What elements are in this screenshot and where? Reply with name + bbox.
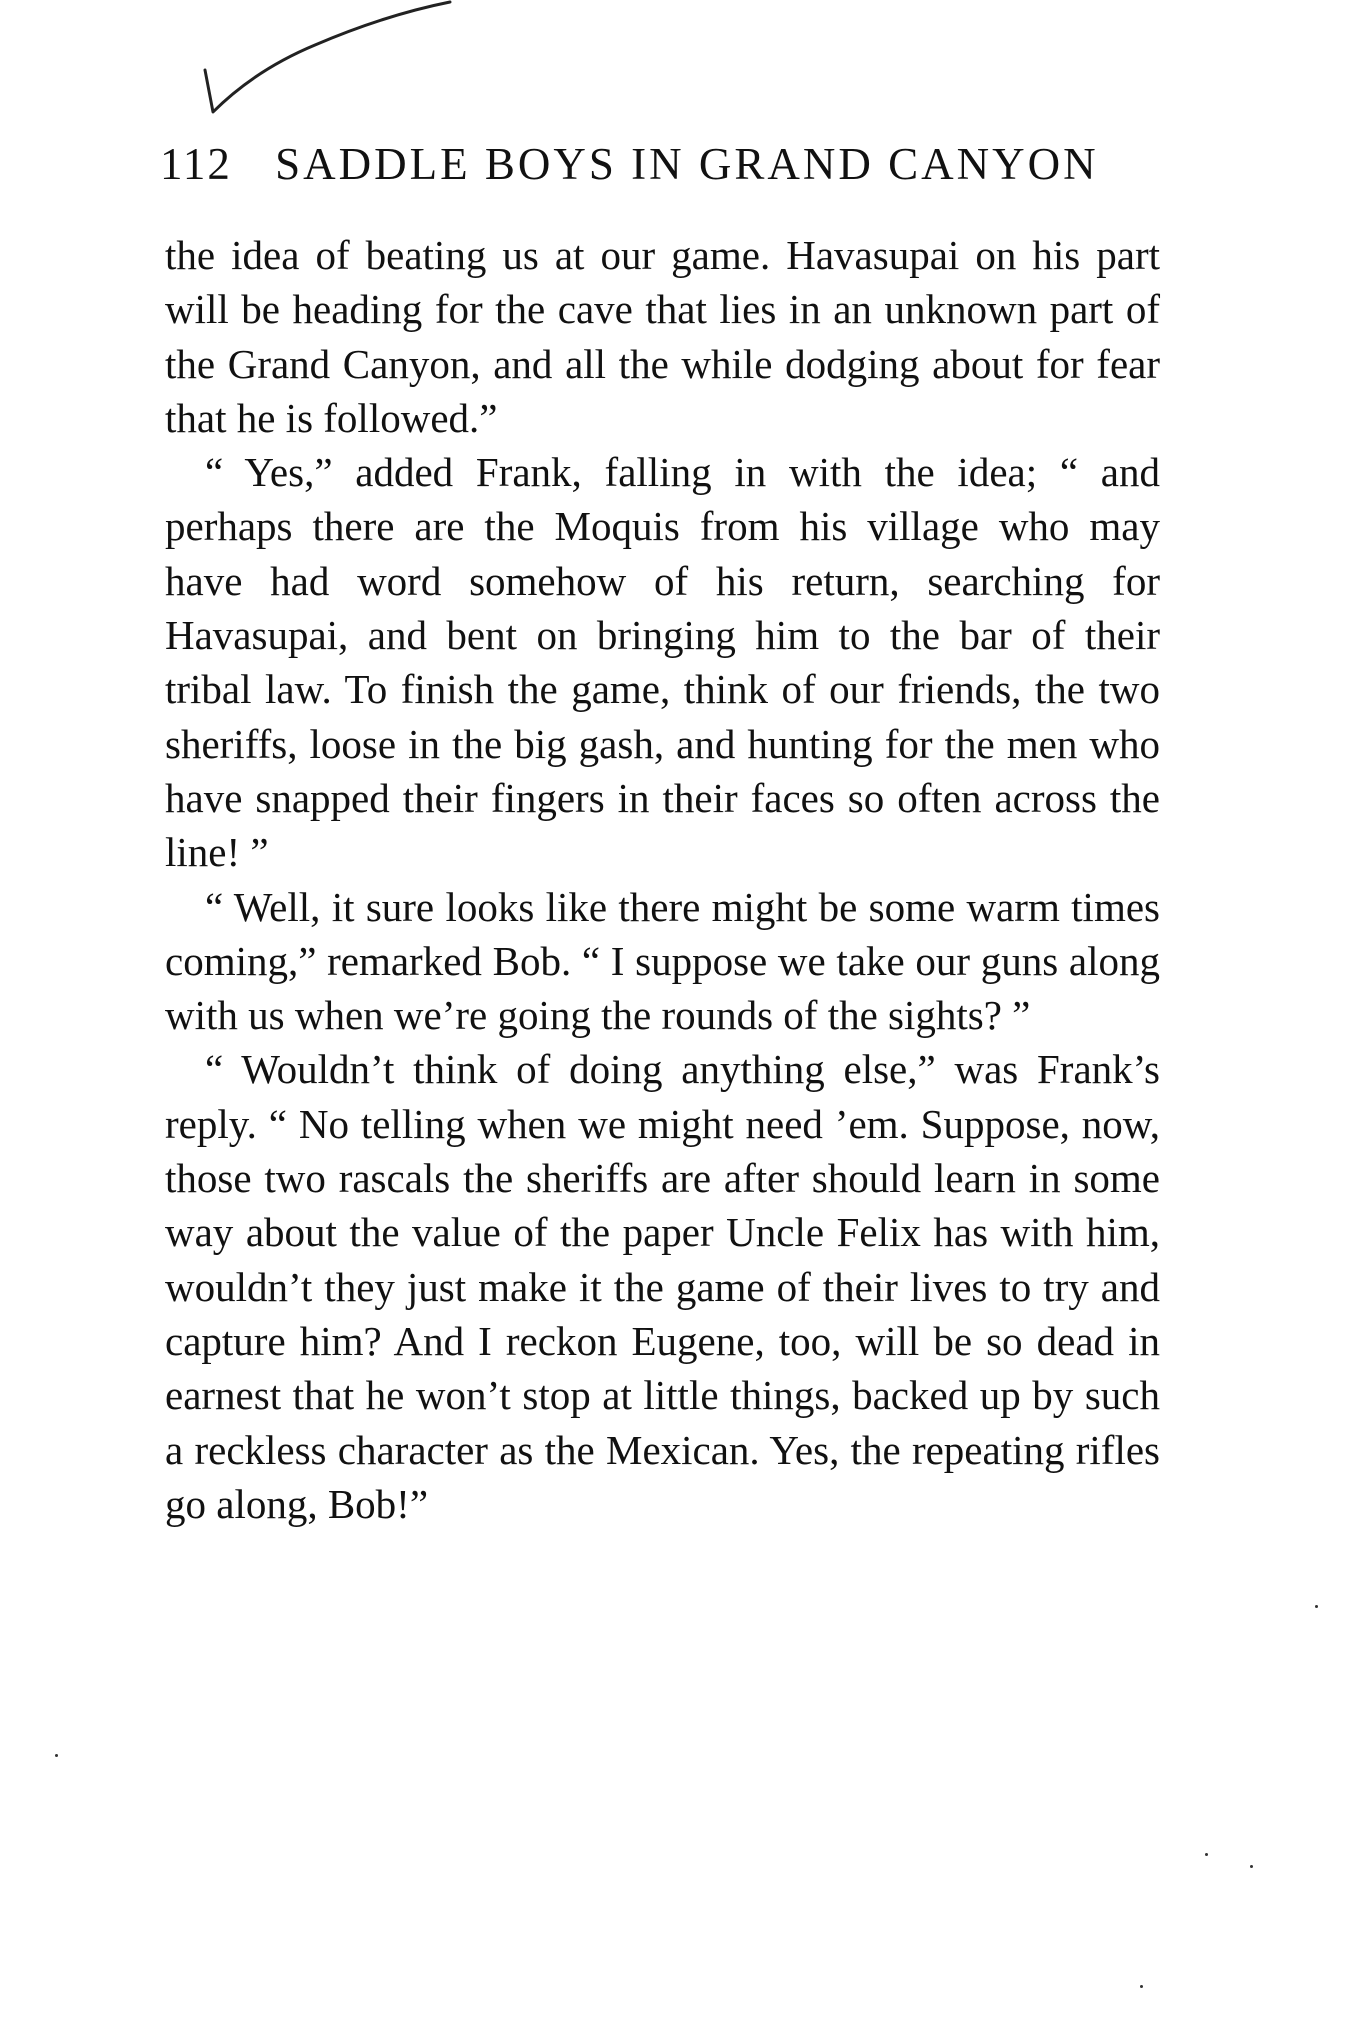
paragraph: “ Wouldn’t think of doing anything else,” was Frank’s reply. “ No telling when we might need ’em. Suppose, now, those two rascals the sheriffs are after should learn in some way about the value of the paper Uncle Felix has with him, wouldn’t they just make it the game of their lives to try and capture him? And I reckon Eugene, too, will be so dead in earnest that he won’t stop at little things, backed up by such a reckless character as the Mexican. Yes, the repeating rifles go along, Bob!” xyxy=(165,1046,1160,1527)
handwritten-check-mark xyxy=(195,0,455,120)
body-text xyxy=(165,228,1160,1531)
scan-speck xyxy=(1250,1865,1253,1868)
page-header xyxy=(160,134,1160,194)
scan-speck xyxy=(1140,1985,1143,1988)
page-number: 112 xyxy=(160,139,232,189)
scan-speck xyxy=(1315,1605,1318,1608)
scan-speck xyxy=(1205,1853,1208,1856)
paragraph: “ Well, it sure looks like there might be some warm times coming,” remarked Bob. “ I suppose we take our guns along with us when we’re going the rounds of the sights? ” xyxy=(165,883,1160,1039)
paragraph: the idea of beating us at our game. Havasupai on his part will be heading for the cave that lies in an unknown part of the Grand Canyon, and all the while dodging about for fear that he is followed.” xyxy=(165,232,1160,441)
running-title: SADDLE BOYS IN GRAND CANYON xyxy=(275,139,1099,189)
scan-speck xyxy=(55,1754,58,1757)
paragraph: “ Yes,” added Frank, falling in with the idea; “ and perhaps there are the Moquis from his village who may have had word somehow of his return, searching for Havasupai, and bent on bringing him to the bar of their tribal law. To finish the game, think of our friends, the two sheriffs, loose in the big gash, and hunting for the men who have snapped their fingers in their faces so often across the line! ” xyxy=(165,449,1160,876)
